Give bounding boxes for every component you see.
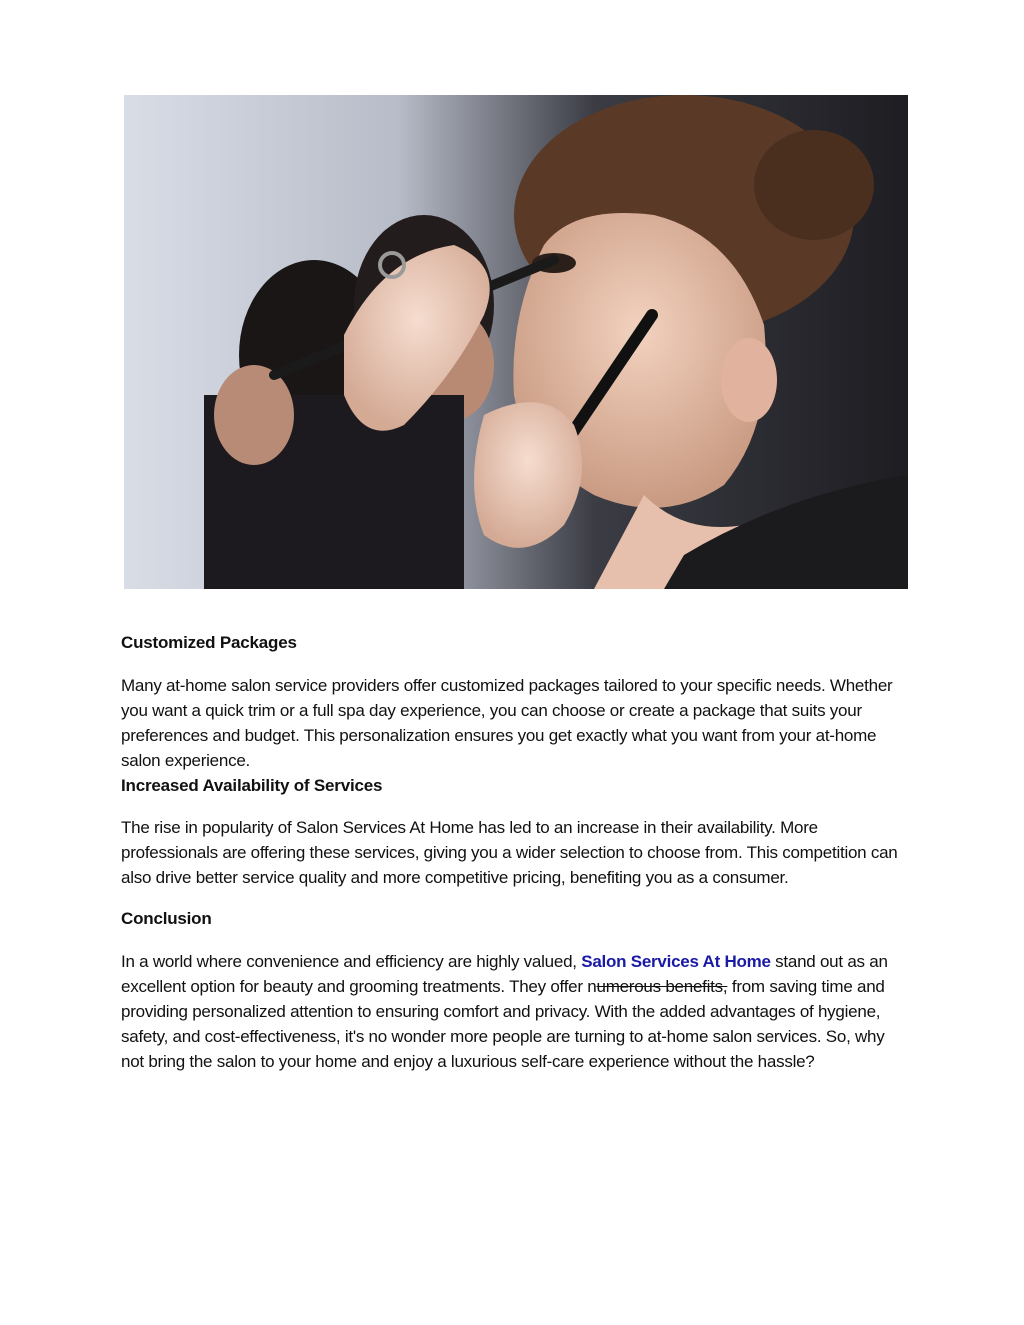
- conclusion-text-end: from saving time and providing personalized attention to ensuring comfort and privacy. With the added advantages of hygiene, safety, and cost-effectiveness, it's no wonder more people are turning to at-home salon services. So, why not bring the salon to your home and enjoy a luxurious self-care experience without the hassle?: [121, 977, 885, 1071]
- paragraph-customized-packages: Many at-home salon service providers offer customized packages tailored to your specific needs. Whether you want a quick trim or a full spa day experience, you can choose or create a package that suits your preferences and budget. This personalization ensures you get exactly what you want from your at-home salon experience.: [121, 676, 893, 770]
- paragraph-increased-availability: The rise in popularity of Salon Services At Home has led to an increase in their availability. More professionals are offering these services, giving you a wider selection to choose from. This competition can also drive better service quality and more competitive pricing, benefiting you as a consumer.: [121, 818, 898, 887]
- conclusion-struck-text: umerous benefits,: [596, 977, 728, 996]
- hero-photo: [124, 95, 908, 589]
- paragraph-conclusion: [121, 949, 911, 1074]
- salon-services-link[interactable]: Salon Services At Home: [581, 952, 771, 971]
- heading-increased-availability: Increased Availability of Services: [121, 776, 383, 795]
- conclusion-text-middle: stand out as an excellent option for beauty and grooming treatments. They offer n: [121, 952, 888, 996]
- article-body: [121, 630, 911, 1074]
- makeup-photo-illustration: [124, 95, 908, 589]
- conclusion-text-start: In a world where convenience and efficiency are highly valued,: [121, 952, 582, 971]
- heading-customized-packages: Customized Packages: [121, 633, 297, 652]
- heading-conclusion: Conclusion: [121, 909, 212, 928]
